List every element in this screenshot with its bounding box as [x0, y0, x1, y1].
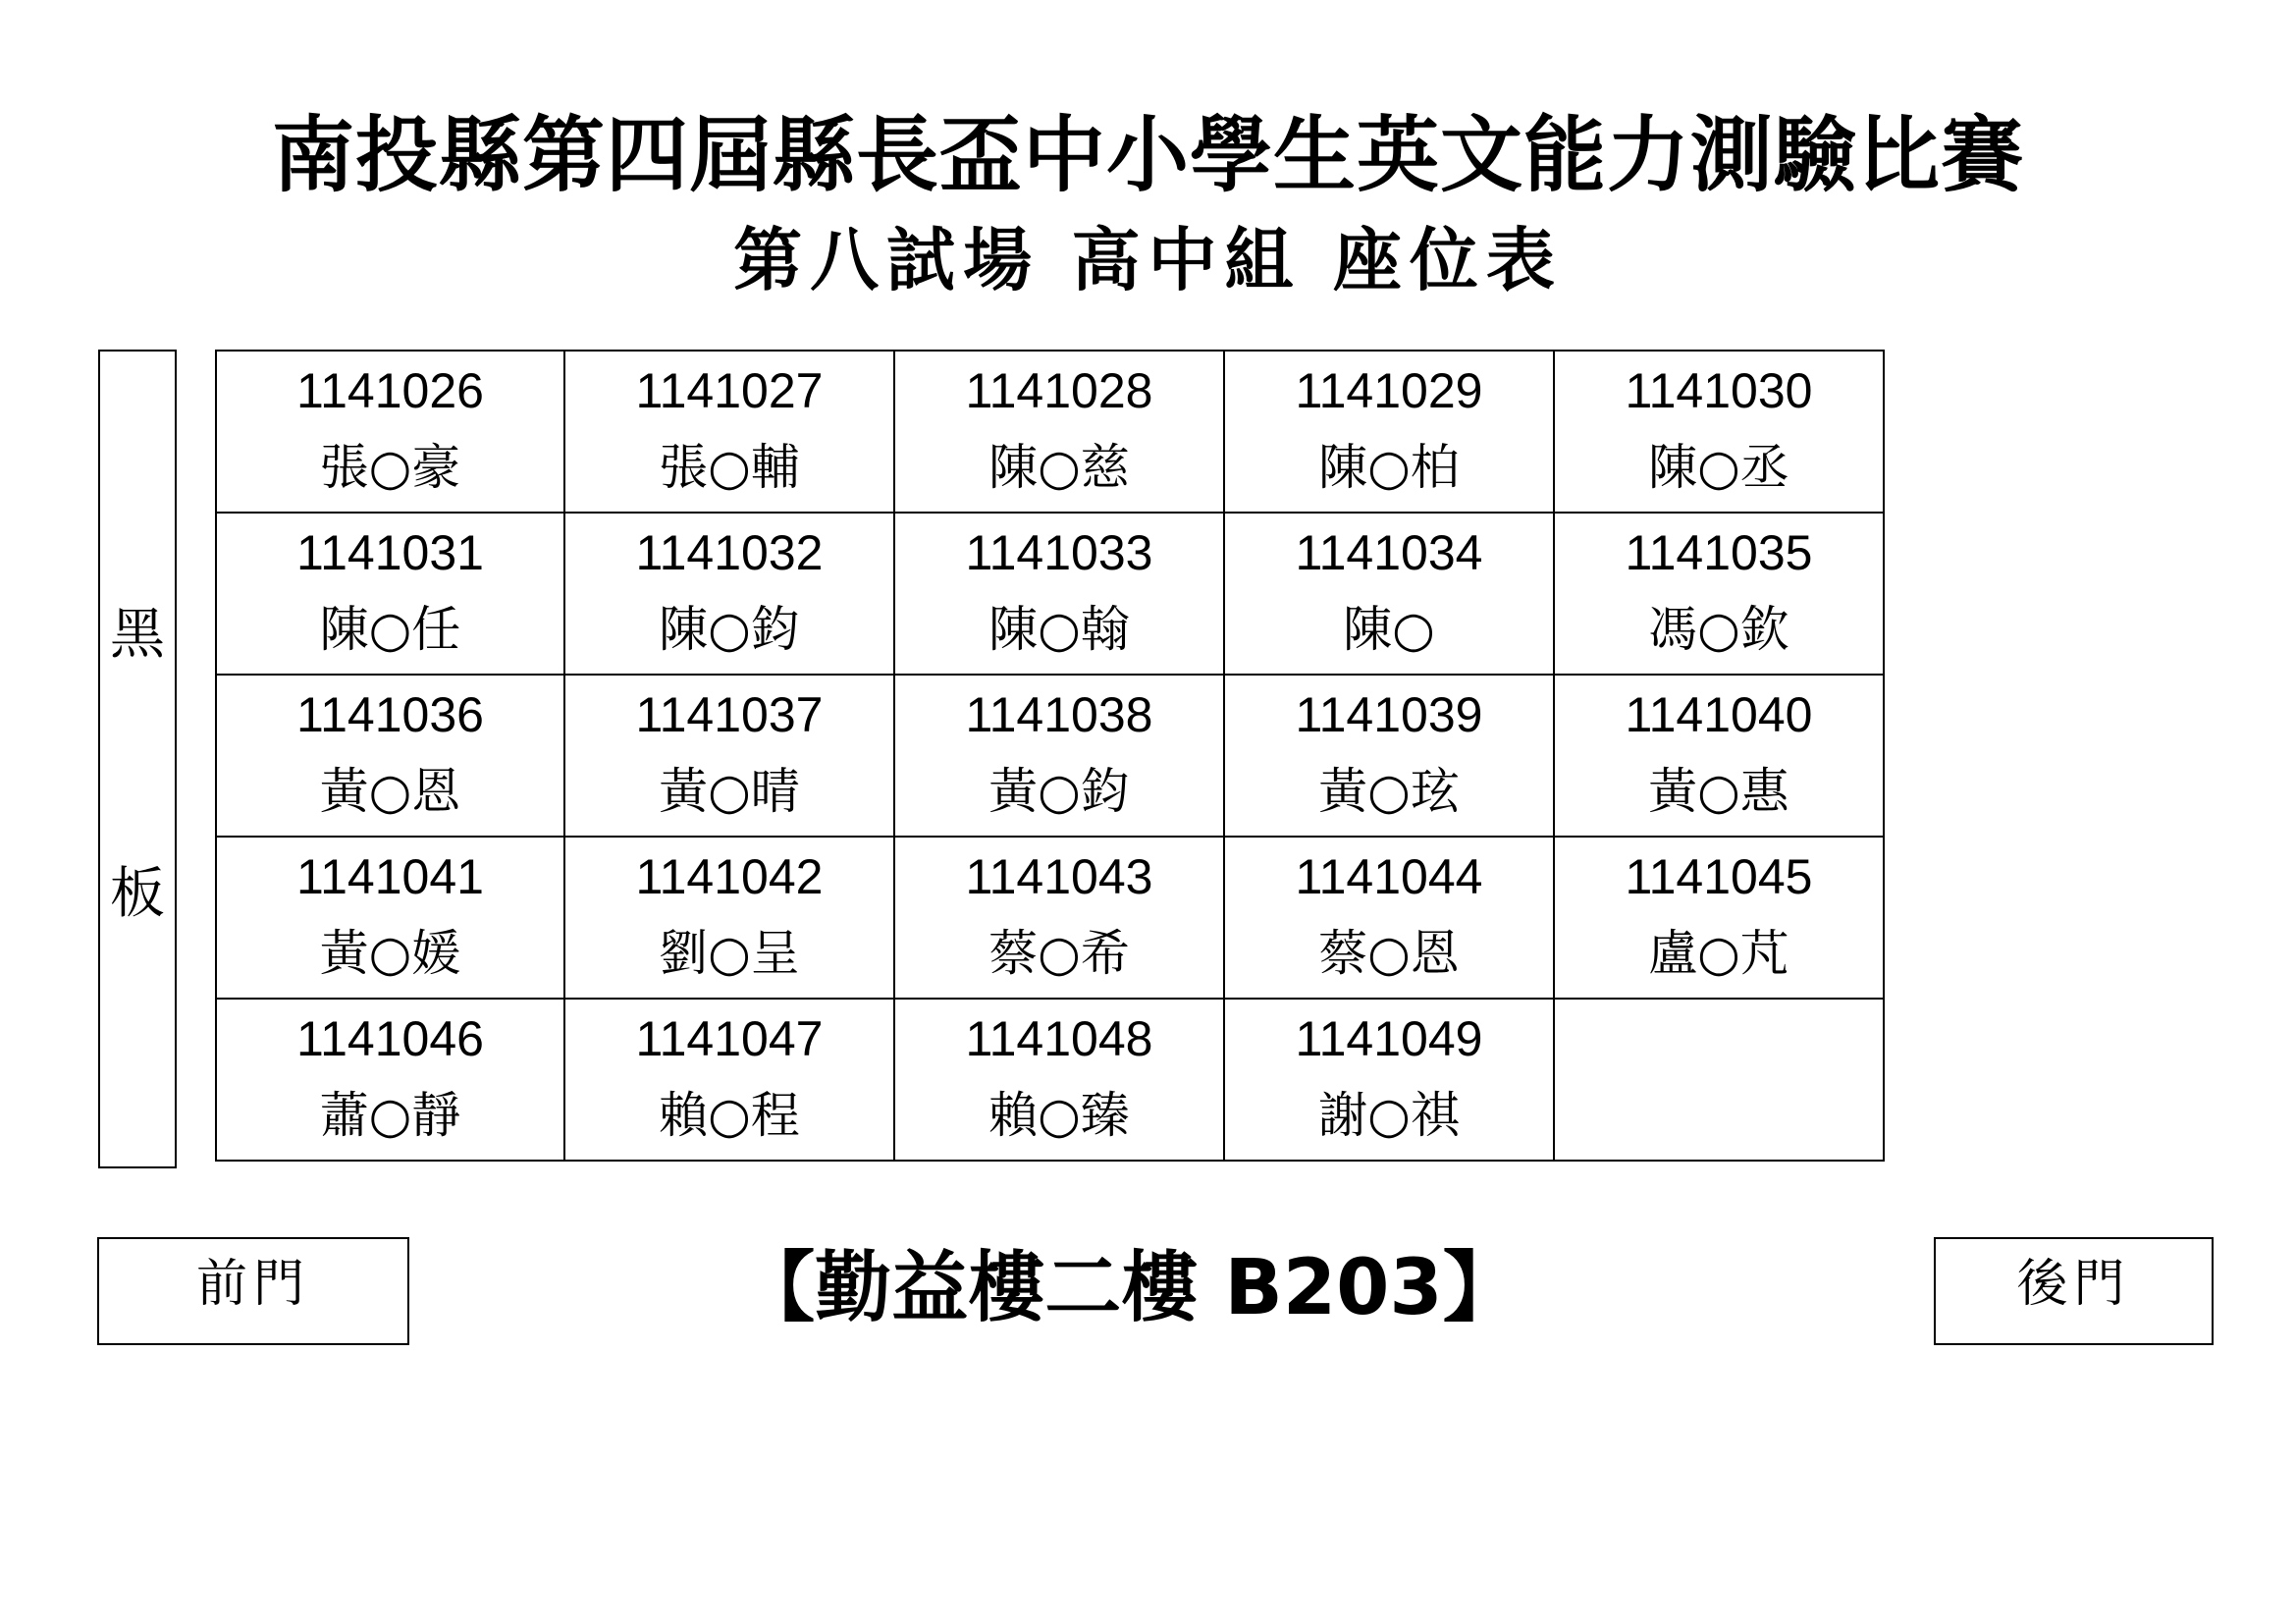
back-door-box: 後門: [1934, 1237, 2214, 1345]
seat-cell: [216, 999, 564, 1161]
seat-student-name: 張○輔: [659, 438, 800, 496]
seat-cell: [216, 837, 564, 999]
blackboard-label-char: 板: [110, 862, 165, 926]
seat-cell: [1224, 351, 1554, 513]
seat-student-id: 1141042: [635, 848, 824, 904]
room-location: 【勤益樓二樓 B203】: [738, 1244, 1520, 1332]
seat-student-id: 1141031: [296, 524, 484, 580]
seat-student-id: 1141033: [965, 524, 1153, 580]
seat-student-name: 馮○欽: [1648, 600, 1789, 658]
seat-cell: [894, 999, 1224, 1161]
seat-row: [216, 999, 1884, 1161]
seating-grid-body: [216, 351, 1884, 1161]
seat-student-id: 1141049: [1295, 1010, 1483, 1066]
seat-student-id: 1141030: [1625, 362, 1813, 418]
seat-student-id: 1141045: [1625, 848, 1813, 904]
seat-student-id: 1141027: [635, 362, 824, 418]
seat-cell: [1554, 675, 1884, 837]
seat-student-name: 陳○任: [319, 600, 461, 658]
seat-student-name: 黃○恩: [319, 762, 461, 820]
seat-student-id: 1141040: [1625, 686, 1813, 742]
seat-student-id: 1141029: [1295, 362, 1483, 418]
seat-student-name: 賴○臻: [988, 1086, 1130, 1144]
seat-cell: [894, 837, 1224, 999]
seat-student-name: 劉○呈: [659, 924, 800, 982]
seat-student-name: 謝○祺: [1318, 1086, 1460, 1144]
seat-cell: [564, 675, 894, 837]
seat-student-name: 陳○翰: [988, 600, 1130, 658]
seat-student-id: 1141039: [1295, 686, 1483, 742]
seat-student-name: 蔡○恩: [1318, 924, 1460, 982]
seat-student-name: 陳○丞: [1648, 438, 1789, 496]
seat-student-name: 盧○芃: [1648, 924, 1789, 982]
seat-student-name: 陳○鈞: [659, 600, 800, 658]
seat-student-id: 1141037: [635, 686, 824, 742]
seat-cell: [1224, 837, 1554, 999]
seat-student-id: 1141032: [635, 524, 824, 580]
seat-row: [216, 675, 1884, 837]
seat-student-name: 陳○柏: [1318, 438, 1460, 496]
seat-cell: [1554, 999, 1884, 1161]
seat-student-name: 張○豪: [319, 438, 461, 496]
seat-student-name: 蕭○靜: [319, 1086, 461, 1144]
page-title: 南投縣第四屆縣長盃中小學生英文能力測驗比賽: [271, 107, 2024, 203]
seat-student-name: 黃○鈞: [988, 762, 1130, 820]
seat-cell: [1224, 675, 1554, 837]
seat-student-name: 賴○程: [659, 1086, 800, 1144]
seat-cell: [1554, 351, 1884, 513]
seat-cell: [216, 675, 564, 837]
blackboard: [98, 350, 177, 1168]
seat-cell: [894, 513, 1224, 675]
blackboard-label-char: 黑: [110, 603, 165, 667]
seat-student-id: 1141047: [635, 1010, 824, 1066]
seat-student-name: 蔡○希: [988, 924, 1130, 982]
seat-cell: [1224, 513, 1554, 675]
seat-row: [216, 837, 1884, 999]
seat-student-name: 陳○: [1343, 600, 1435, 658]
seat-student-name: 黃○晴: [659, 762, 800, 820]
seat-cell: [564, 351, 894, 513]
seat-row: [216, 513, 1884, 675]
seat-student-id: 1141036: [296, 686, 484, 742]
seat-student-name: 黃○玹: [1318, 762, 1460, 820]
seat-cell: [894, 351, 1224, 513]
seat-student-id: 1141048: [965, 1010, 1153, 1066]
seating-grid: [215, 350, 1885, 1162]
seat-student-id: 1141028: [965, 362, 1153, 418]
seat-student-name: 黃○惠: [1648, 762, 1789, 820]
seat-student-id: 1141044: [1295, 848, 1483, 904]
seat-student-name: 陳○慈: [988, 438, 1130, 496]
seat-student-id: 1141038: [965, 686, 1153, 742]
seat-student-id: 1141043: [965, 848, 1153, 904]
seat-cell: [1554, 513, 1884, 675]
seat-student-id: 1141035: [1625, 524, 1813, 580]
seat-cell: [1554, 837, 1884, 999]
seat-cell: [894, 675, 1224, 837]
seat-cell: [216, 351, 564, 513]
seat-cell: [216, 513, 564, 675]
seat-cell: [1224, 999, 1554, 1161]
seat-row: [216, 351, 1884, 513]
seat-cell: [564, 999, 894, 1161]
seat-student-id: 1141046: [296, 1010, 484, 1066]
seat-student-name: 黃○媛: [319, 924, 461, 982]
seat-student-id: 1141026: [296, 362, 484, 418]
seat-cell: [564, 513, 894, 675]
seat-student-id: 1141034: [1295, 524, 1483, 580]
page-subtitle: 第八試場 高中組 座位表: [733, 219, 1563, 300]
seat-cell: [564, 837, 894, 999]
front-door-box: 前門: [97, 1237, 409, 1345]
seat-student-id: 1141041: [296, 848, 484, 904]
